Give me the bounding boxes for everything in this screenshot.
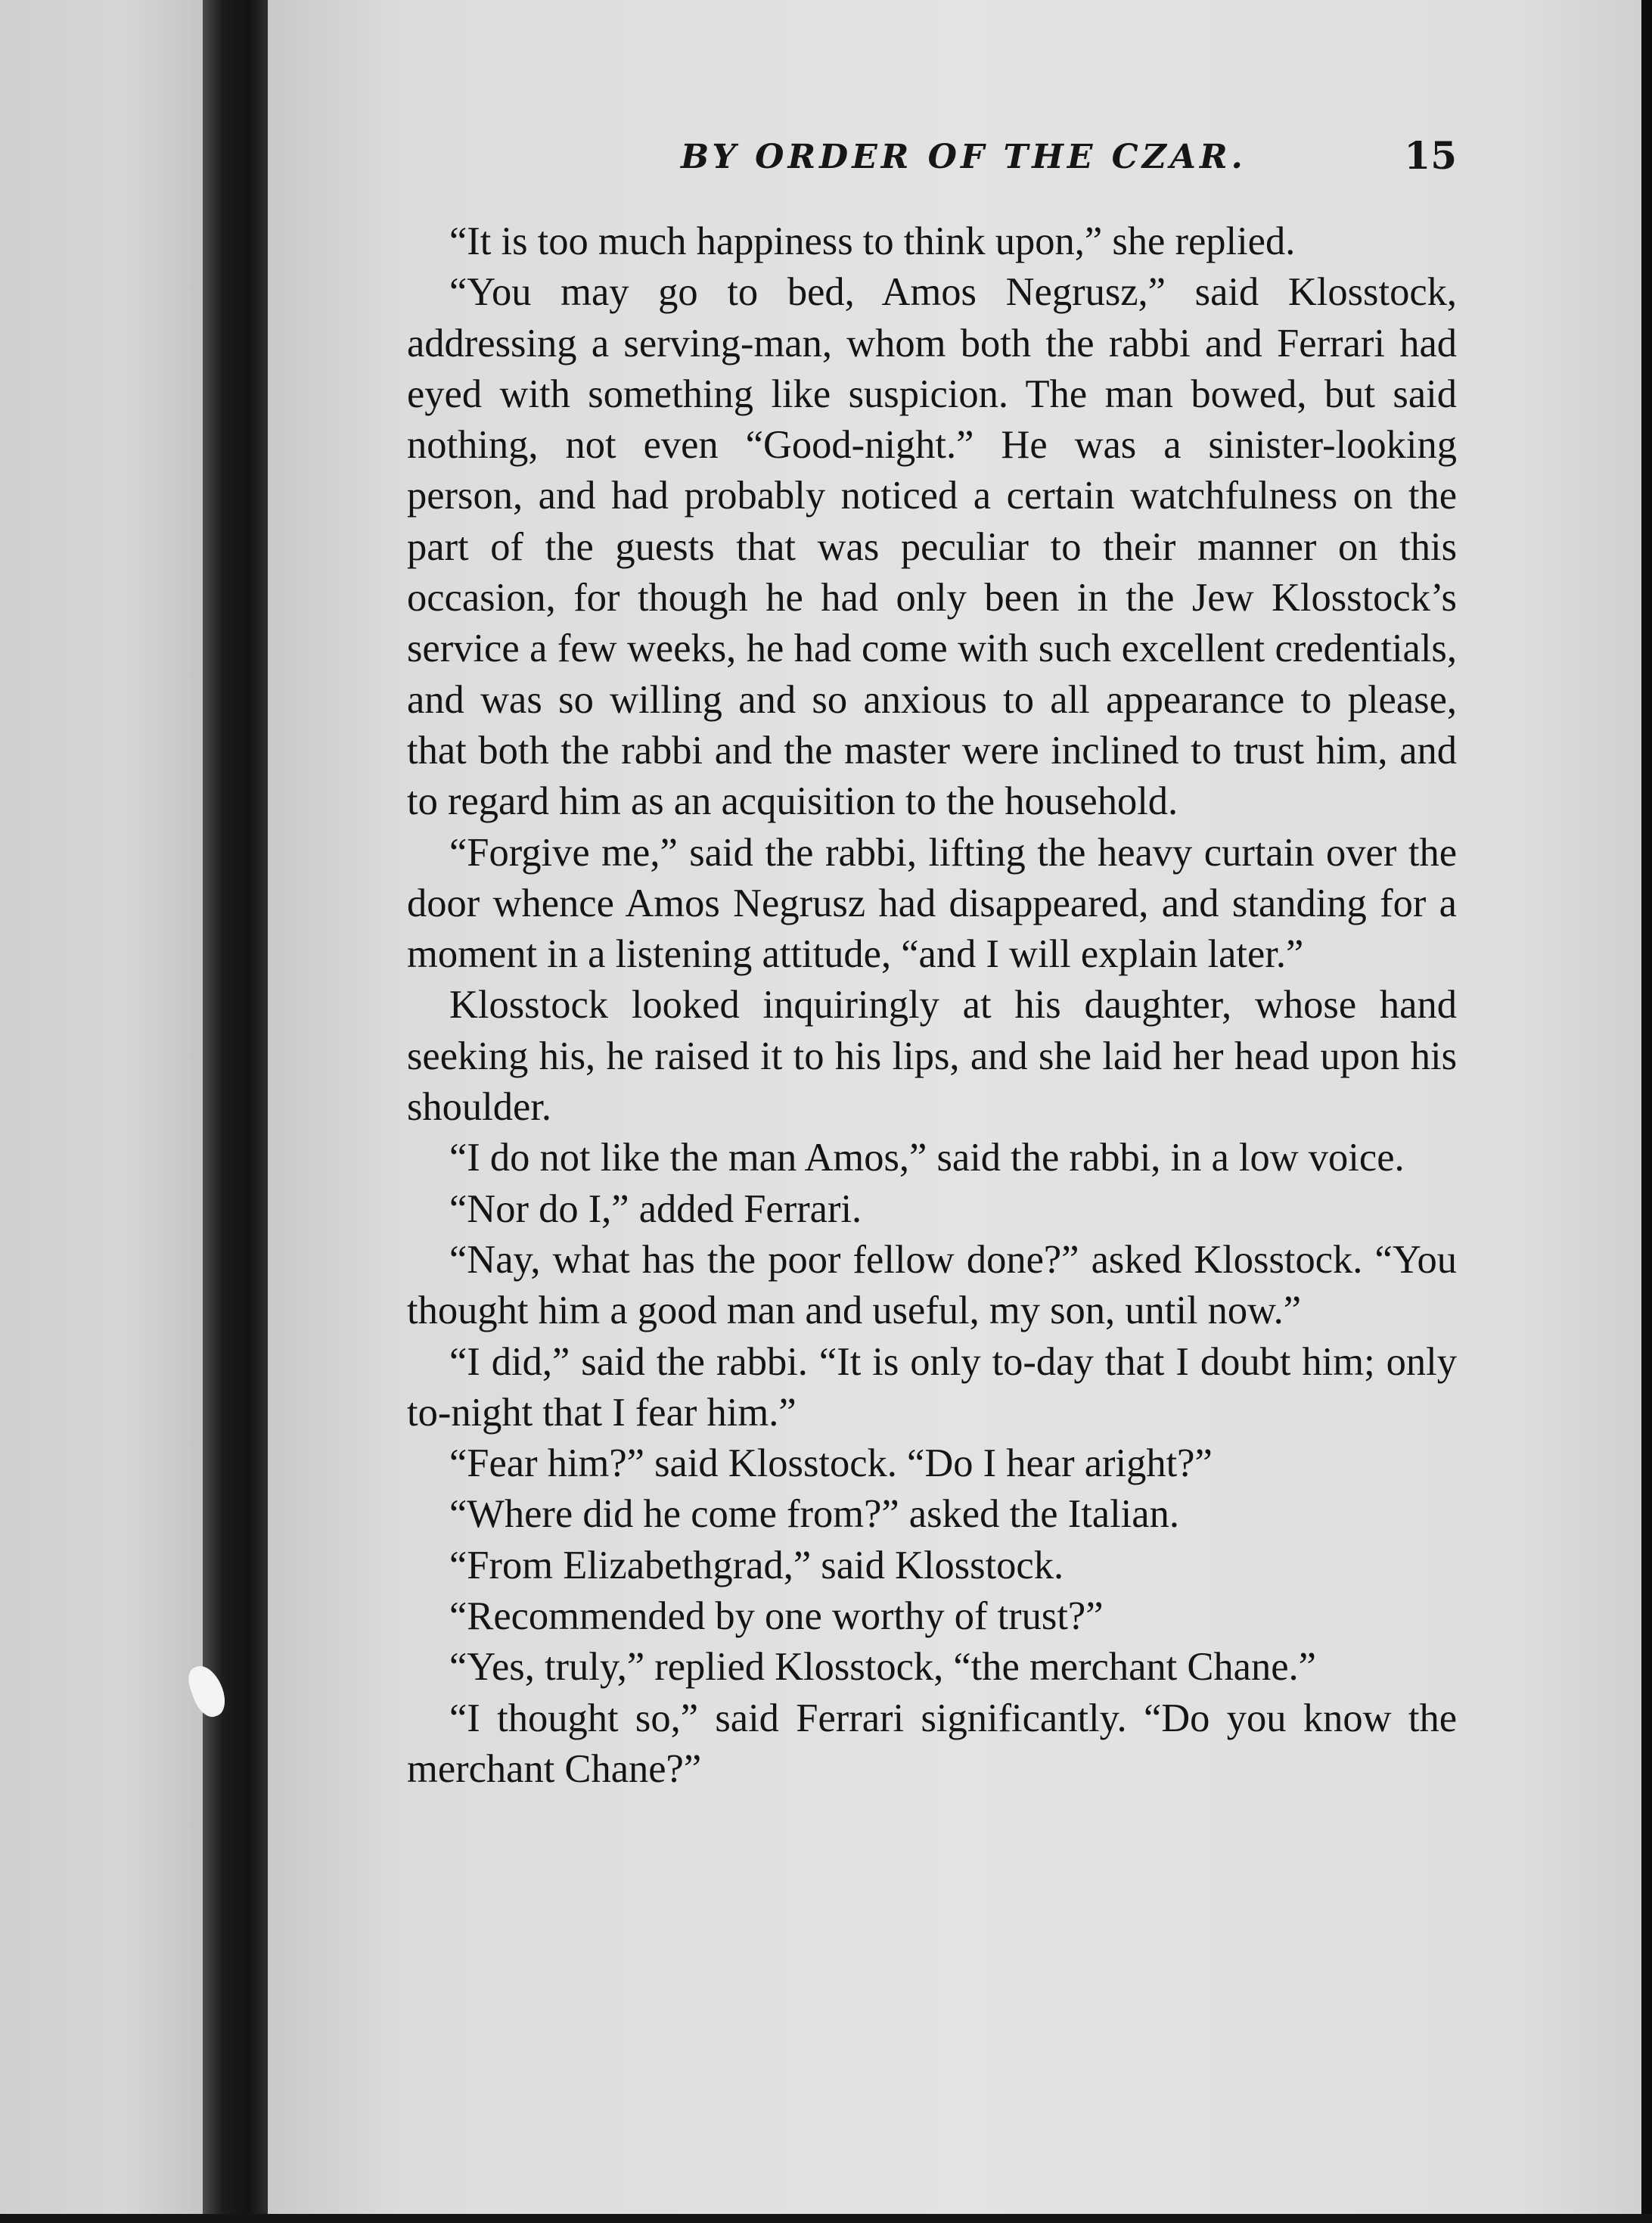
- paragraph: “It is too much happiness to think upon,” she replied.: [449, 219, 1296, 263]
- body-text: [407, 216, 1457, 1795]
- paragraph: “I did,” said the rabbi. “It is only to-day that I doubt him; only to-night that I fear him.”: [407, 1339, 1457, 1435]
- paragraph: “From Elizabethgrad,” said Klosstock.: [449, 1543, 1064, 1587]
- scan-right-border: [1641, 0, 1652, 2223]
- facing-page-margin: [0, 0, 204, 2223]
- running-title: BY ORDER OF THE CZAR.: [681, 138, 1247, 176]
- book-gutter-shadow: [203, 0, 268, 2223]
- page-number: 15: [1404, 133, 1457, 178]
- paragraph: “Fear him?” said Klosstock. “Do I hear aright?”: [449, 1441, 1213, 1486]
- paragraph: “Nor do I,” added Ferrari.: [449, 1186, 862, 1231]
- paragraph: “I do not like the man Amos,” said the rabbi, in a low voice.: [449, 1136, 1405, 1180]
- paragraph: “Forgive me,” said the rabbi, lifting the heavy curtain over the door whence Amos Negrusz had disappeared, and standing for a moment in a listening attitude, “and I will explain later.”: [407, 830, 1457, 977]
- paragraph: “Recommended by one worthy of trust?”: [449, 1594, 1104, 1639]
- page-header: [408, 133, 1467, 201]
- paragraph: “Nay, what has the poor fellow done?” asked Klosstock. “You thought him a good man and useful, my son, until now.”: [407, 1237, 1457, 1333]
- paragraph: Klosstock looked inquiringly at his daughter, whose hand seeking his, he raised it to his lips, and she laid her head upon his shoulder.: [407, 983, 1457, 1130]
- scan-bottom-border: [0, 2214, 1652, 2223]
- paragraph: “You may go to bed, Amos Negrusz,” said Klosstock, addressing a serving-man, whom both the rabbi and Ferrari had eyed with something like suspicion. The man bowed, but said nothing, not even “Good-night.” He was a sinister-looking person, and had probably noticed a certain watchfulness on the part of the guests that was peculiar to their manner on this occasion, for though he had only been in the Jew Klosstock’s service a few weeks, he had come with such excellent credentials, and was so willing and so anxious to all appearance to please, that both the rabbi and the master were inclined to trust him, and to regard him as an acquisition to the household.: [407, 270, 1457, 824]
- paragraph: “I thought so,” said Ferrari significantly. “Do you know the merchant Chane?”: [407, 1696, 1457, 1791]
- paragraph: “Yes, truly,” replied Klosstock, “the merchant Chane.”: [449, 1645, 1316, 1690]
- paragraph: “Where did he come from?” asked the Italian.: [449, 1492, 1179, 1537]
